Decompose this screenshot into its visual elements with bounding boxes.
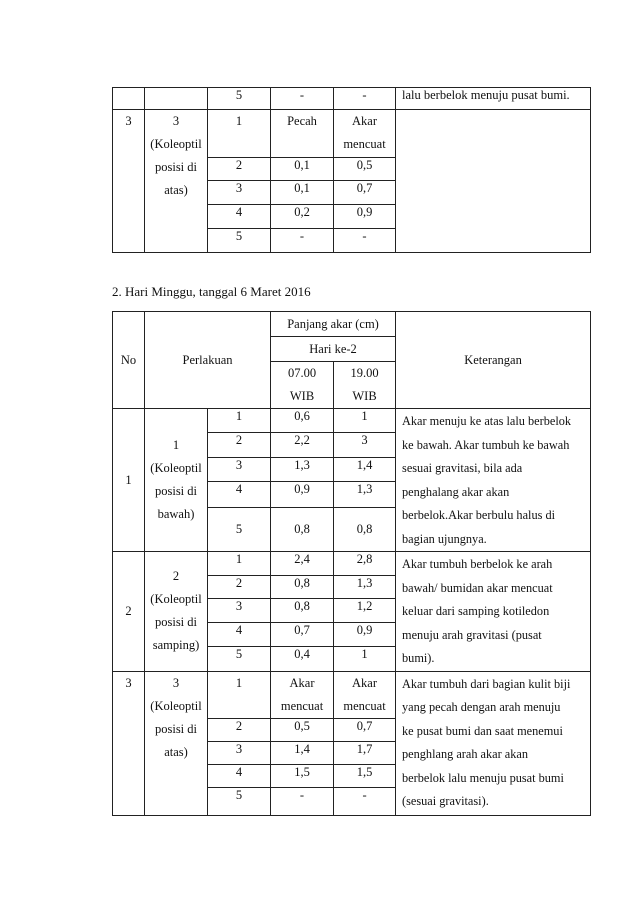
- perlakuan-line: posisi di: [154, 160, 198, 174]
- no-cell: 1: [113, 409, 145, 552]
- keterangan-cell: lalu berbelok menuju pusat bumi.: [396, 88, 591, 110]
- table-row: [113, 552, 591, 576]
- keterangan-cell: [396, 110, 591, 253]
- keterangan-line: yang pecah dengan arah menuju: [402, 700, 561, 714]
- header-row: [113, 312, 591, 337]
- perlakuan-line: (Koleoptil: [150, 137, 202, 151]
- morning-value-cell: 0,7: [271, 623, 334, 647]
- keterangan-line: Akar menuju ke atas lalu berbelok: [402, 414, 572, 428]
- perlakuan-line: (Koleoptil: [150, 592, 202, 607]
- ulangan-cell: 2: [208, 433, 271, 457]
- value-line: Akar: [289, 675, 315, 690]
- keterangan-line: penghalang akar akan: [402, 484, 510, 499]
- morning-value-cell: 0,6: [271, 409, 334, 433]
- ulangan-cell: 2: [208, 718, 271, 741]
- morning-value-cell: 0,1: [271, 181, 334, 205]
- evening-value-cell: 2,8: [334, 552, 396, 576]
- table-row: [113, 671, 591, 718]
- keterangan-cell: [396, 671, 591, 815]
- morning-value-cell: 1,4: [271, 741, 334, 764]
- morning-value-cell: [271, 671, 334, 718]
- header-keterangan: Keterangan: [396, 312, 591, 409]
- keterangan-line: berbelok.Akar berbulu halus di: [402, 508, 556, 522]
- morning-value-cell: Pecah: [271, 110, 334, 158]
- no-cell: 3: [113, 110, 145, 253]
- perlakuan-line: (Koleoptil: [150, 461, 202, 475]
- header-time-morning: [271, 362, 334, 409]
- evening-value-cell: 1,4: [334, 457, 396, 481]
- header-time-evening: [334, 362, 396, 409]
- header-panjang-akar: Panjang akar (cm): [271, 312, 396, 337]
- value-line: mencuat: [343, 698, 386, 713]
- morning-value-cell: 0,2: [271, 205, 334, 229]
- perlakuan-cell: [145, 552, 208, 672]
- ulangan-cell: 2: [208, 575, 271, 599]
- ulangan-cell: 5: [208, 507, 271, 552]
- ulangan-cell: 5: [208, 88, 271, 110]
- morning-value-cell: 0,4: [271, 646, 334, 671]
- perlakuan-cell: [145, 409, 208, 552]
- morning-value-cell: 1,3: [271, 457, 334, 481]
- no-cell: 2: [113, 552, 145, 672]
- keterangan-cell: [396, 409, 591, 552]
- header-line: 07.00: [287, 366, 317, 380]
- perlakuan-line: 1: [172, 438, 180, 452]
- keterangan-line: Akar tumbuh berbelok ke arah: [402, 557, 553, 571]
- evening-value-cell: 0,8: [334, 507, 396, 552]
- perlakuan-line: (Koleoptil: [150, 698, 202, 713]
- ulangan-cell: 5: [208, 787, 271, 815]
- evening-value-cell: 0,7: [334, 181, 396, 205]
- morning-value-cell: 1,5: [271, 764, 334, 787]
- keterangan-line: sesuai gravitasi, bila ada: [402, 461, 523, 475]
- ulangan-cell: 1: [208, 409, 271, 433]
- morning-value-cell: -: [271, 787, 334, 815]
- evening-value-cell: 1: [334, 646, 396, 671]
- evening-value-cell: [334, 110, 396, 158]
- morning-value-cell: 0,8: [271, 599, 334, 623]
- keterangan-line: ke pusat bumi dan saat menemui: [402, 723, 563, 738]
- ulangan-cell: 4: [208, 482, 271, 507]
- perlakuan-line: atas): [164, 183, 188, 197]
- morning-value-cell: -: [271, 88, 334, 110]
- evening-value-cell: -: [334, 229, 396, 253]
- morning-value-cell: 0,9: [271, 482, 334, 507]
- ulangan-cell: 3: [208, 599, 271, 623]
- ulangan-cell: 5: [208, 646, 271, 671]
- keterangan-line: berbelok lalu menuju pusat bumi: [402, 770, 564, 785]
- evening-value-cell: 0,5: [334, 158, 396, 181]
- no-cell: 3: [113, 671, 145, 815]
- no-cell: [113, 88, 145, 110]
- ulangan-cell: 4: [208, 764, 271, 787]
- keterangan-line: keluar dari samping kotiledon: [402, 604, 550, 618]
- perlakuan-line: posisi di: [154, 484, 198, 498]
- observation-table-day-2: [112, 311, 591, 816]
- keterangan-line: bawah/ bumidan akar mencuat: [402, 580, 553, 595]
- evening-value-cell: 1: [334, 409, 396, 433]
- value-line: mencuat: [343, 137, 386, 151]
- table-row: [113, 88, 591, 110]
- section-heading: 2. Hari Minggu, tanggal 6 Maret 2016: [112, 284, 311, 299]
- perlakuan-line: posisi di: [154, 721, 198, 736]
- ulangan-cell: 1: [208, 671, 271, 718]
- keterangan-line: bumi).: [402, 651, 435, 665]
- keterangan-line: penghlang arah akar akan: [402, 747, 529, 761]
- evening-value-cell: 1,5: [334, 764, 396, 787]
- header-hari-ke: Hari ke-2: [271, 337, 396, 362]
- evening-value-cell: 1,3: [334, 575, 396, 599]
- ulangan-cell: 1: [208, 110, 271, 158]
- evening-value-cell: 0,9: [334, 205, 396, 229]
- perlakuan-line: bawah): [157, 507, 195, 521]
- keterangan-line: menuju arah gravitasi (pusat: [402, 627, 542, 642]
- ulangan-cell: 4: [208, 623, 271, 647]
- evening-value-cell: 0,7: [334, 718, 396, 741]
- perlakuan-cell: [145, 110, 208, 253]
- evening-value-cell: 0,9: [334, 623, 396, 647]
- evening-value-cell: -: [334, 787, 396, 815]
- table-row: [113, 409, 591, 433]
- morning-value-cell: -: [271, 229, 334, 253]
- header-line: 19.00: [350, 366, 379, 380]
- perlakuan-cell: [145, 671, 208, 815]
- ulangan-cell: 4: [208, 205, 271, 229]
- evening-value-cell: 1,3: [334, 482, 396, 507]
- ulangan-cell: 3: [208, 181, 271, 205]
- evening-value-cell: -: [334, 88, 396, 110]
- header-line: WIB: [289, 389, 315, 403]
- keterangan-line: ke bawah. Akar tumbuh ke bawah: [402, 437, 570, 452]
- morning-value-cell: 0,8: [271, 507, 334, 552]
- evening-value-cell: 3: [334, 433, 396, 457]
- perlakuan-cell: [145, 88, 208, 110]
- keterangan-line: bagian ujungnya.: [402, 531, 487, 546]
- morning-value-cell: 2,4: [271, 552, 334, 576]
- table-row: [113, 110, 591, 158]
- perlakuan-line: 3: [172, 675, 180, 690]
- ulangan-cell: 3: [208, 457, 271, 481]
- perlakuan-line: atas): [164, 744, 188, 759]
- ulangan-cell: 1: [208, 552, 271, 576]
- evening-value-cell: [334, 671, 396, 718]
- perlakuan-line: 3: [172, 114, 180, 128]
- morning-value-cell: 2,2: [271, 433, 334, 457]
- morning-value-cell: 0,1: [271, 158, 334, 181]
- keterangan-cell: [396, 552, 591, 672]
- perlakuan-line: 2: [172, 569, 180, 584]
- header-no: No: [113, 312, 145, 409]
- ulangan-cell: 2: [208, 158, 271, 181]
- evening-value-cell: 1,7: [334, 741, 396, 764]
- perlakuan-line: samping): [152, 638, 200, 653]
- value-line: Akar: [352, 114, 377, 128]
- ulangan-cell: 5: [208, 229, 271, 253]
- header-line: WIB: [352, 389, 377, 403]
- observation-table-continued: [112, 87, 591, 253]
- keterangan-line: (sesuai gravitasi).: [402, 794, 489, 808]
- morning-value-cell: 0,5: [271, 718, 334, 741]
- value-line: mencuat: [280, 698, 324, 713]
- header-perlakuan: Perlakuan: [145, 312, 271, 409]
- keterangan-line: Akar tumbuh dari bagian kulit biji: [402, 676, 571, 691]
- evening-value-cell: 1,2: [334, 599, 396, 623]
- perlakuan-line: posisi di: [154, 615, 198, 630]
- morning-value-cell: 0,8: [271, 575, 334, 599]
- value-line: Akar: [352, 675, 378, 690]
- ulangan-cell: 3: [208, 741, 271, 764]
